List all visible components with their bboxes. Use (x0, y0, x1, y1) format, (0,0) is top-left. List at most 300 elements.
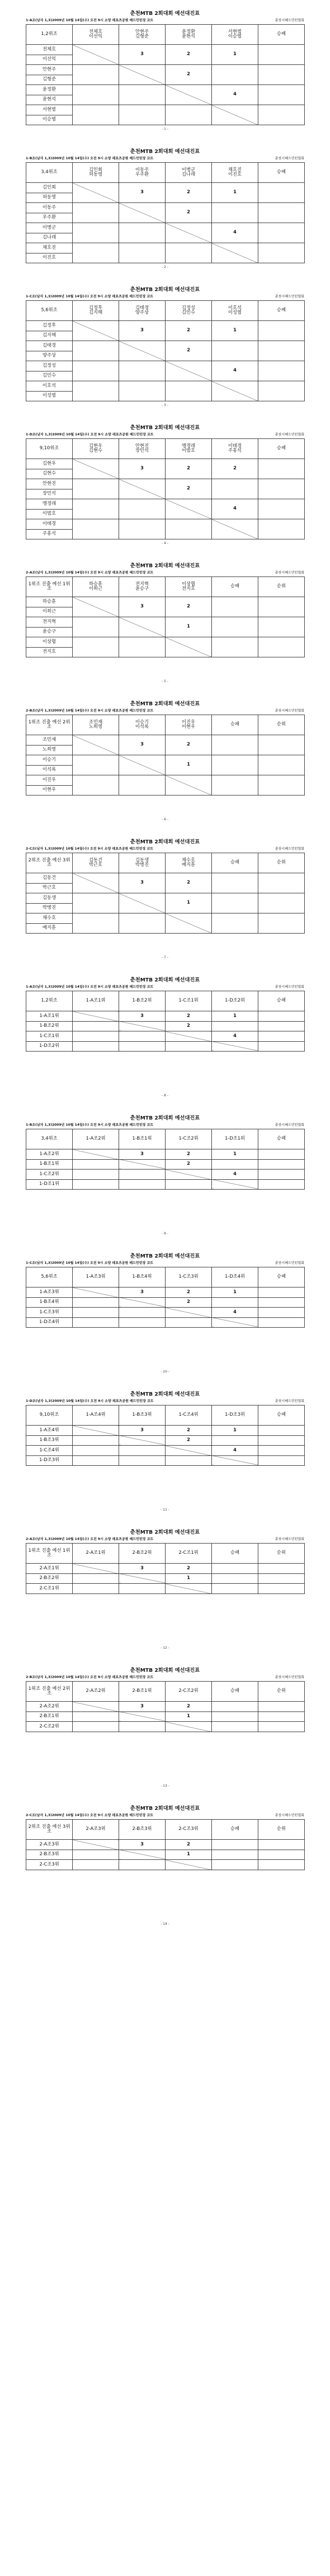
diagonal-cell (166, 1170, 212, 1180)
score-cell (73, 1179, 119, 1190)
bracket-table (26, 1267, 305, 1328)
team-header (73, 1682, 119, 1702)
score-cell: 3 (119, 45, 166, 65)
group-info (26, 156, 153, 161)
score-cell (119, 85, 166, 105)
group-prefix: 1-C조 (26, 294, 36, 298)
team-player-name: 이병군 (182, 167, 195, 173)
team-player-name: 윤승구 (135, 586, 149, 591)
diagonal-cell (119, 203, 166, 223)
win-loss-cell (212, 1584, 258, 1594)
seed-cell: 1,2위조 (26, 25, 73, 45)
rank-cell (258, 1702, 305, 1712)
group-info (26, 708, 153, 714)
group-prefix: 2-C조 (26, 846, 36, 851)
diagonal-cell (166, 223, 212, 243)
venue-line: 2009년 10월 14일(수) 오전 9시 소양 레포츠공원 배드민턴장 코트 (52, 156, 154, 160)
group-info (26, 570, 153, 575)
team-header (119, 853, 166, 873)
team-header (119, 1129, 166, 1149)
rank-cell (258, 1573, 305, 1584)
player-name: 이태경 (26, 519, 73, 530)
score-cell (73, 1317, 119, 1328)
team-player-name: 이범호 (182, 448, 195, 453)
diagonal-cell (166, 361, 212, 381)
player-name: 김정후 (26, 321, 73, 331)
rank-cell (258, 893, 305, 913)
player-name: 2-C조3위 (26, 1860, 73, 1870)
team-player-name: 안현주 (135, 29, 149, 35)
rank-cell (258, 913, 305, 934)
team-player-name: 윤현석 (182, 34, 195, 39)
score-cell (212, 65, 258, 85)
diagonal-cell (119, 1711, 166, 1722)
diagonal-cell (119, 755, 166, 775)
diagonal-cell (73, 1840, 119, 1850)
win-loss-cell (212, 1573, 258, 1584)
player-name: 1-D조1위 (26, 1179, 73, 1190)
organizer: 춘천시배드민턴협회 (275, 846, 304, 851)
score-cell (166, 105, 212, 125)
score-cell (212, 479, 258, 499)
player-name: 2-A조2위 (26, 1702, 73, 1712)
player-name: 이승엽 (26, 115, 73, 125)
sheet-info (26, 1536, 304, 1542)
diagonal-cell (73, 873, 119, 893)
bracket-table (26, 1819, 305, 1870)
group-prefix: 2-A조 (26, 570, 36, 574)
diagonal-cell (73, 1702, 119, 1712)
score-cell (73, 893, 119, 913)
score-cell (73, 499, 119, 519)
diagonal-cell (119, 893, 166, 913)
diagonal-cell (73, 183, 119, 203)
team-player-name: 이승기 (135, 719, 149, 725)
win-loss-cell (258, 1179, 305, 1190)
rank-cell (258, 1584, 305, 1594)
score-cell (119, 637, 166, 657)
team-header (119, 1267, 166, 1287)
team-header (119, 1405, 166, 1426)
match-type: (남자 1,3) (35, 1399, 53, 1403)
score-cell: 1 (212, 45, 258, 65)
score-cell: 3 (119, 1426, 166, 1436)
result-header: 승패 (212, 1820, 258, 1840)
result-header: 승패 (258, 439, 305, 459)
team-player-name: 2-C조1위 (178, 1550, 199, 1556)
score-cell: 3 (119, 321, 166, 341)
player-name: 전체호 (26, 45, 73, 55)
team-player-name: 2-A조2위 (86, 1688, 106, 1694)
player-name: 김동생 (26, 893, 73, 904)
player-name: 2-C조2위 (26, 1722, 73, 1732)
team-header (73, 991, 119, 1011)
team-header (73, 1820, 119, 1840)
score-cell: 2 (166, 183, 212, 203)
diagonal-cell (119, 1435, 166, 1446)
player-name: 2-B조2위 (26, 1573, 73, 1584)
team-header (212, 1405, 258, 1426)
win-loss-cell (258, 1317, 305, 1328)
player-name: 채수호 (26, 913, 73, 924)
team-player-name: 1-B조1위 (132, 1136, 152, 1142)
win-loss-cell (258, 341, 305, 361)
sheet-info (26, 18, 304, 23)
sheet-title: 춘천MTB 2회대회 예선대진표 (130, 1530, 200, 1535)
player-name: 2-C조1위 (26, 1584, 73, 1594)
player-name: 이석록 (26, 765, 73, 775)
score-cell (73, 617, 119, 637)
score-cell (73, 755, 119, 775)
team-player-name: 1-D조3위 (224, 1412, 245, 1418)
team-player-name: 2-C조3위 (178, 1826, 199, 1832)
diagonal-cell (166, 1722, 212, 1732)
player-name: 안현진 (26, 479, 73, 489)
score-cell: 2 (166, 1011, 212, 1022)
match-type: (남자 1,3) (35, 1261, 52, 1265)
page-number: - 6 - (161, 817, 169, 821)
player-name: 하승훈 (26, 597, 73, 607)
player-name: 윤현석 (26, 95, 73, 105)
team-header (73, 577, 119, 597)
score-cell (73, 1584, 119, 1594)
result-header: 승패 (258, 1129, 305, 1149)
score-cell (73, 361, 119, 381)
team-header (119, 1544, 166, 1564)
player-name: 안현주 (26, 65, 73, 75)
score-cell: 2 (166, 341, 212, 361)
score-cell: 2 (166, 1702, 212, 1712)
seed-cell: 3,4위조 (26, 1129, 73, 1149)
bracket-sheet (0, 1657, 330, 1795)
win-loss-cell (258, 1041, 305, 1052)
group-prefix: 2-A조 (26, 1537, 36, 1541)
diagonal-cell (73, 1149, 119, 1160)
player-name: 주홍석 (26, 529, 73, 539)
win-loss-cell (258, 1031, 305, 1042)
group-info (26, 984, 153, 990)
group-prefix: 1-D조 (26, 1399, 36, 1403)
bracket-sheet (0, 1105, 330, 1243)
bracket-table (26, 1543, 305, 1594)
group-prefix: 2-B조 (26, 1675, 36, 1679)
group-info (26, 432, 154, 437)
score-cell (73, 1435, 119, 1446)
win-loss-cell (258, 479, 305, 499)
organizer: 춘천시배드민턴협회 (275, 570, 304, 574)
score-cell: 1 (166, 893, 212, 913)
score-cell (73, 85, 119, 105)
sheet-title: 춘천MTB 2회대회 예선대진표 (130, 287, 200, 293)
score-cell: 4 (212, 1031, 258, 1042)
score-cell (73, 105, 119, 125)
player-name: 배지훈 (26, 923, 73, 934)
team-player-name: 1-A조2위 (86, 1136, 106, 1142)
bracket-sheet (0, 967, 330, 1105)
team-player-name: 배지훈 (182, 862, 195, 868)
score-cell (212, 203, 258, 223)
diagonal-cell (73, 735, 119, 755)
score-cell (119, 1584, 166, 1594)
team-player-name: 1-B조4위 (132, 1274, 152, 1280)
diagonal-cell (119, 479, 166, 499)
win-loss-cell (258, 1011, 305, 1022)
team-player-name: 박근호 (89, 862, 103, 868)
bracket-table (26, 853, 305, 934)
rank-header: 순위 (258, 715, 305, 735)
result-header: 승패 (212, 1544, 258, 1564)
team-player-name: 채수호 (182, 857, 195, 863)
bracket-sheet (0, 690, 330, 828)
score-cell: 4 (212, 223, 258, 243)
match-type: (남자 1,3) (35, 294, 52, 298)
score-cell: 2 (166, 597, 212, 617)
bracket-sheet (0, 1381, 330, 1519)
page-number: - 3 - (161, 403, 169, 407)
venue-line: 2009년 10월 14일(수) 오전 9시 소양 레포츠공원 배드민턴장 코트 (52, 294, 154, 298)
win-loss-cell (258, 183, 305, 203)
win-loss-cell (212, 597, 258, 617)
result-header: 승패 (258, 301, 305, 321)
player-name: 이상협 (26, 637, 73, 648)
team-header (73, 25, 119, 45)
sheet-title: 춘천MTB 2회대회 예선대진표 (130, 149, 200, 155)
win-loss-cell (212, 893, 258, 913)
player-name: 1-D조2위 (26, 1041, 73, 1052)
diagonal-cell (212, 381, 258, 401)
score-cell (73, 341, 119, 361)
score-cell: 3 (119, 1287, 166, 1298)
page-number: - 2 - (161, 265, 169, 269)
team-player-name: 김인회 (89, 167, 103, 173)
seed-cell: 3,4위조 (26, 163, 73, 183)
sheet-title: 춘천MTB 2회대회 예선대진표 (130, 425, 200, 431)
player-name: 이희근 (26, 607, 73, 617)
score-cell (73, 1573, 119, 1584)
team-header (166, 577, 212, 597)
score-cell (73, 1711, 119, 1722)
venue-line: 2009년 10월 14일(수) 오전 9시 소양 레포츠공원 배드민턴장 코트 (52, 846, 154, 851)
score-cell: 1 (212, 1426, 258, 1436)
result-header: 승패 (258, 163, 305, 183)
match-type: (남자 1,3) (35, 18, 52, 22)
match-type: (남자 1,3) (35, 1813, 52, 1817)
score-cell (119, 223, 166, 243)
diagonal-cell (73, 321, 119, 341)
bracket-table (26, 162, 305, 263)
score-cell (73, 381, 119, 401)
win-loss-cell (258, 1446, 305, 1456)
sheet-info (26, 432, 304, 437)
team-header (73, 853, 119, 873)
score-cell: 1 (212, 1011, 258, 1022)
organizer: 춘천시배드민턴협회 (275, 156, 304, 160)
player-name: 이선익 (26, 55, 73, 65)
score-cell: 2 (212, 459, 258, 479)
venue-line: 2009년 10월 14일(수) 오전 9시 소양 레포츠공원 배드민턴장 코트 (52, 1675, 154, 1679)
player-name: 장민석 (26, 489, 73, 499)
match-type: (남자 1,3) (35, 156, 52, 160)
diagonal-cell (166, 1584, 212, 1594)
player-name: 윤정환 (26, 85, 73, 95)
score-cell: 4 (212, 85, 258, 105)
match-type: (남자 1,3) (35, 1537, 52, 1541)
team-player-name: 이성엽 (228, 310, 242, 315)
score-cell (119, 1860, 166, 1870)
score-cell: 3 (119, 1149, 166, 1160)
win-loss-cell (212, 755, 258, 775)
score-cell: 2 (166, 1297, 212, 1308)
team-header (212, 301, 258, 321)
player-name: 김인회 (26, 183, 73, 193)
sheet-title: 춘천MTB 2회대회 예선대진표 (130, 1253, 200, 1259)
player-name: 윤승구 (26, 627, 73, 637)
diagonal-cell (166, 637, 212, 657)
player-name: 1-A조2위 (26, 1149, 73, 1160)
group-prefix: 2-B조 (26, 708, 36, 713)
team-player-name: 1-D조4위 (224, 1274, 245, 1280)
player-name: 김현우 (26, 459, 73, 469)
team-header (166, 1820, 212, 1840)
score-cell (119, 1455, 166, 1466)
score-cell (166, 381, 212, 401)
player-name: 김동건 (26, 873, 73, 884)
team-player-name: 김지해 (89, 310, 103, 315)
team-header (166, 301, 212, 321)
rank-cell (258, 617, 305, 637)
team-player-name: 장민석 (135, 448, 149, 453)
sheet-info (26, 294, 304, 299)
score-cell (119, 499, 166, 519)
team-header (166, 715, 212, 735)
page-number: - 12 - (160, 1646, 170, 1650)
team-player-name: 1-C조1위 (178, 998, 199, 1004)
team-header (119, 163, 166, 183)
score-cell (73, 203, 119, 223)
venue-line: 2009년 10월 14일(수) 오전 9시 소양 레포츠공원 배드민턴장 코트 (52, 432, 154, 436)
diagonal-cell (119, 65, 166, 85)
player-name: 김나래 (26, 233, 73, 243)
win-loss-cell (212, 1564, 258, 1574)
player-name: 이동주 (26, 203, 73, 213)
player-name: 이병군 (26, 223, 73, 233)
diagonal-cell (119, 1021, 166, 1031)
score-cell (119, 1722, 166, 1732)
team-player-name: 이호석 (228, 305, 242, 311)
group-prefix: 1-C조 (26, 1261, 36, 1265)
diagonal-cell (119, 1297, 166, 1308)
player-name: 1-C조1위 (26, 1031, 73, 1042)
bracket-sheet (0, 0, 330, 138)
page-number: - 8 - (161, 1093, 169, 1097)
sheet-info (26, 1260, 304, 1266)
team-header (166, 1544, 212, 1564)
score-cell (73, 479, 119, 499)
team-player-name: 양주상 (135, 310, 149, 315)
score-cell (73, 913, 119, 934)
score-cell: 1 (212, 1287, 258, 1298)
win-loss-cell (258, 519, 305, 539)
score-cell (119, 913, 166, 934)
win-loss-cell (258, 499, 305, 519)
diagonal-cell (119, 617, 166, 637)
diagonal-cell (166, 913, 212, 934)
team-header (119, 1682, 166, 1702)
player-name: 이성엽 (26, 391, 73, 401)
score-cell (166, 1041, 212, 1052)
score-cell: 2 (166, 873, 212, 893)
diagonal-cell (73, 1011, 119, 1022)
score-cell: 1 (212, 183, 258, 203)
score-cell (73, 1297, 119, 1308)
organizer: 춘천시배드민턴협회 (275, 294, 304, 298)
score-cell (119, 1446, 166, 1456)
score-cell (212, 341, 258, 361)
sheet-info (26, 984, 304, 990)
team-player-name: 이희근 (89, 586, 103, 591)
team-header (119, 715, 166, 735)
score-cell (212, 1159, 258, 1170)
diagonal-cell (212, 243, 258, 263)
team-player-name: 허동영 (89, 172, 103, 177)
sheet-info (26, 570, 304, 575)
rank-header: 순위 (258, 853, 305, 873)
rank-cell (258, 1850, 305, 1860)
team-header (166, 439, 212, 459)
team-player-name: 1-C조3위 (178, 1274, 199, 1280)
rank-cell (258, 637, 305, 657)
sheet-title: 춘천MTB 2회대회 예선대진표 (130, 1392, 200, 1397)
team-player-name: 전지혁 (135, 581, 149, 587)
score-cell: 4 (212, 1170, 258, 1180)
win-loss-cell (258, 321, 305, 341)
seed-cell: 2위조 진출 예선 3위조 (26, 1820, 73, 1840)
rank-header: 순위 (258, 577, 305, 597)
team-player-name: 이진우 (182, 719, 195, 725)
score-cell: 2 (166, 65, 212, 85)
team-player-name: 채호진 (228, 167, 242, 173)
player-name: 서현범 (26, 105, 73, 115)
player-name: 1-A조4위 (26, 1426, 73, 1436)
sheet-info (26, 1812, 304, 1818)
group-info (26, 1260, 153, 1266)
score-cell: 3 (119, 183, 166, 203)
team-header (166, 1682, 212, 1702)
team-header (73, 301, 119, 321)
diagonal-cell (166, 499, 212, 519)
win-loss-cell (212, 1850, 258, 1860)
win-loss-cell (258, 1021, 305, 1031)
score-cell (119, 775, 166, 795)
diagonal-cell (73, 459, 119, 479)
page-number: - 1 - (161, 127, 169, 131)
score-cell: 2 (166, 1149, 212, 1160)
match-type: (남자 1,3) (35, 1123, 52, 1127)
score-cell (119, 1041, 166, 1052)
score-cell (73, 1446, 119, 1456)
match-type: (남자 1,3) (35, 846, 52, 851)
team-player-name: 김나래 (182, 172, 195, 177)
result-header: 승패 (258, 991, 305, 1011)
win-loss-cell (212, 617, 258, 637)
team-player-name: 이태경 (228, 443, 242, 449)
player-name: 1-C조4위 (26, 1446, 73, 1456)
bracket-sheet (0, 276, 330, 414)
win-loss-cell (258, 243, 305, 263)
team-player-name: 이현우 (182, 724, 195, 730)
bracket-sheet (0, 552, 330, 690)
player-name: 김민수 (26, 371, 73, 381)
